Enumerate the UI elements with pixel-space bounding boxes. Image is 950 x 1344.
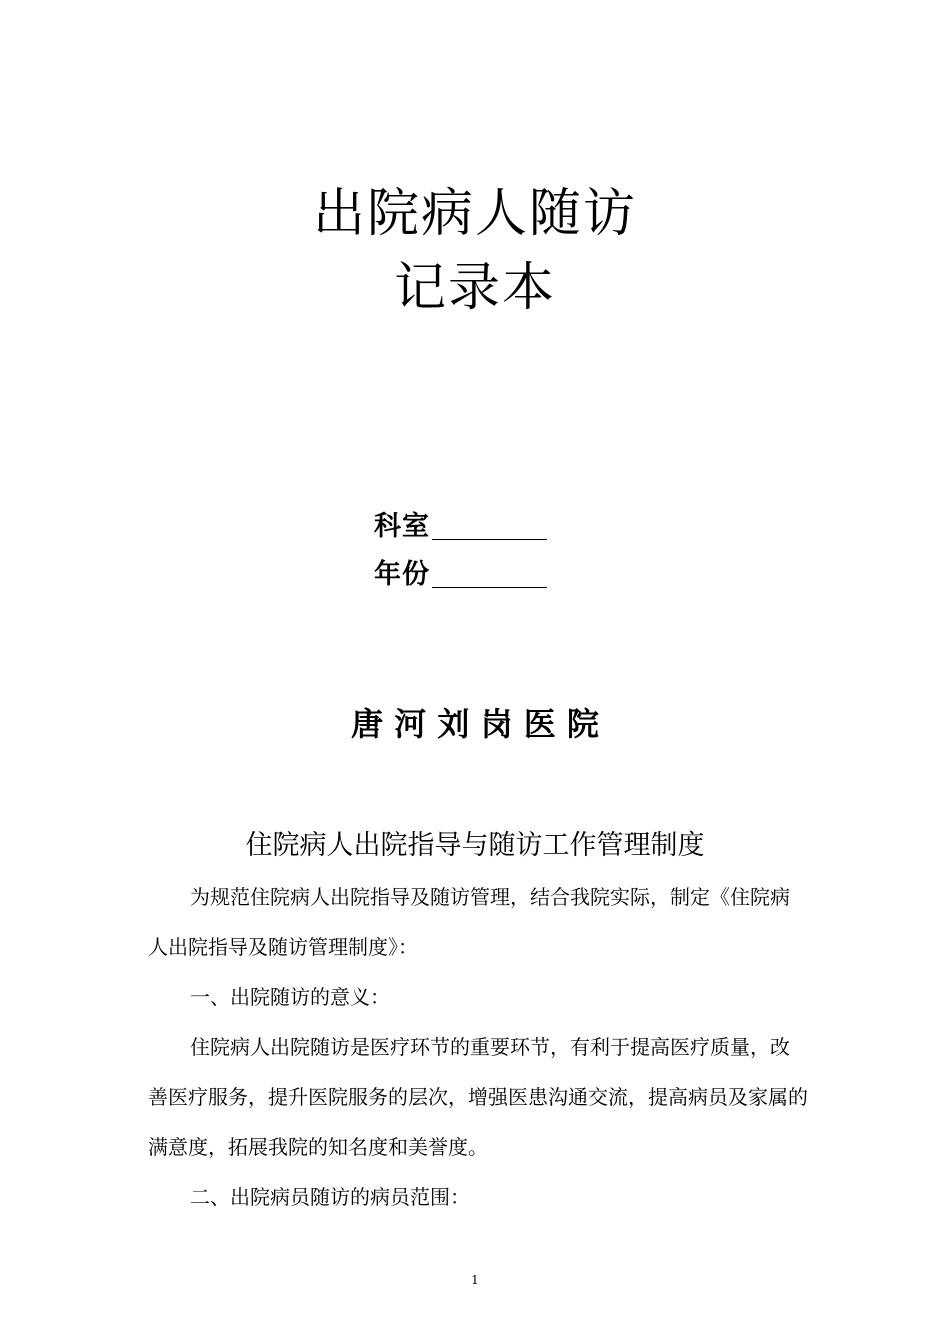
department-blank-line <box>432 539 547 540</box>
year-field <box>374 556 547 592</box>
item-1-heading: 一、出院随访的意义： <box>190 985 390 1009</box>
document-title-line-2: 记录本 <box>393 258 556 318</box>
item-2-heading: 二、出院病员随访的病员范围： <box>190 1185 470 1209</box>
item-1-body-paragraph: 住院病人出院随访是医疗环节的重要环节，有利于提高医疗质量，改善医疗服务，提升医院服务的层次，增强医患沟通交流，提高病员及家属的满意度，拓展我院的知名度和美誉度。 <box>148 1035 808 1159</box>
year-blank-line <box>432 587 547 588</box>
hospital-name: 唐 河 刘 岗 医 院 <box>351 705 599 743</box>
page-number: 1 <box>471 1273 479 1287</box>
document-title-line-1: 出院病人随访 <box>312 184 637 244</box>
section-heading: 住院病人出院指导与随访工作管理制度 <box>245 830 705 861</box>
department-field <box>374 508 547 544</box>
year-label: 年份 <box>374 559 430 590</box>
department-label: 科室 <box>374 511 430 542</box>
intro-paragraph: 为规范住院病人出院指导及随访管理，结合我院实际，制定《住院病人出院指导及随访管理制度》： <box>148 885 790 959</box>
